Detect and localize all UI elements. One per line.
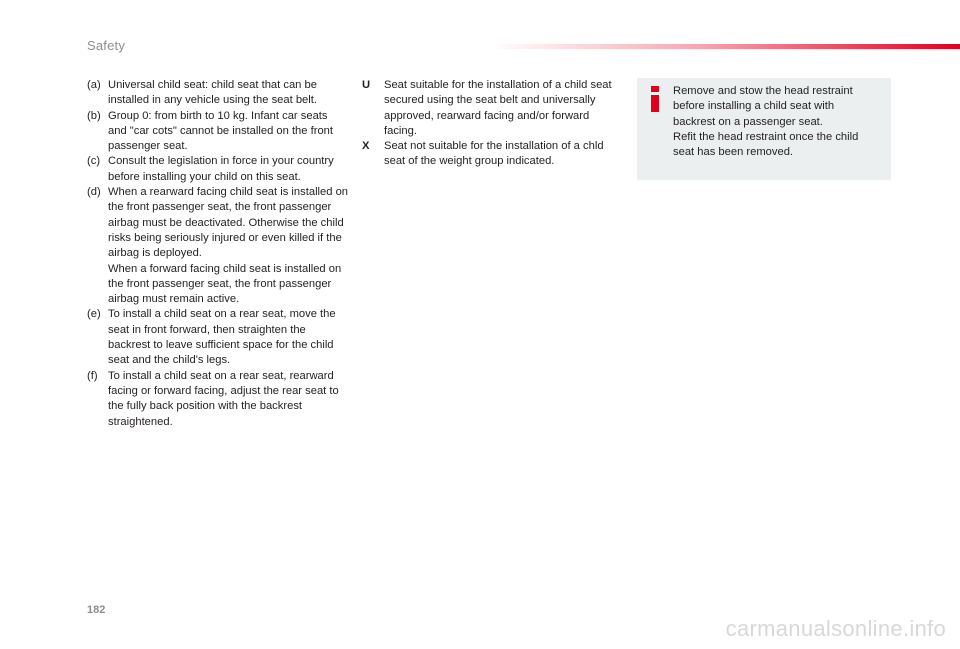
definition-item-x [362, 139, 620, 170]
note-text: Group 0: from birth to 10 kg. Infant car seats and "car cots" cannot be installed on the front passenger seat. [108, 109, 333, 153]
note-item-f [87, 369, 349, 430]
info-text-line: Remove and stow the head restraint before installing a child seat with backrest on a passenger seat. [673, 85, 853, 128]
note-text: To install a child seat on a rear seat, rearward facing or forward facing, adjust the rear seat to the fully back position with the backrest straightened. [108, 369, 339, 428]
note-item-b [87, 109, 349, 155]
note-text-continued: When a forward facing child seat is installed on the front passenger seat, the front passenger airbag must remain active. [108, 262, 342, 306]
definition-item-u [362, 78, 620, 139]
note-key: (e) [87, 308, 101, 321]
note-text: Universal child seat: child seat that can be installed in any vehicle using the seat belt. [108, 79, 317, 107]
info-text [673, 84, 878, 160]
note-key: (a) [87, 79, 101, 91]
note-text: Consult the legislation in force in your country before installing your child on this seat. [108, 155, 334, 183]
info-icon [650, 86, 660, 112]
definition-text: Seat suitable for the installation of a child seat secured using the seat belt and universally approved, rearward facing and/or forward facing. [384, 79, 612, 137]
note-key: (b) [87, 109, 101, 122]
section-title: Safety [87, 38, 126, 53]
header-accent-bar [490, 44, 960, 49]
info-text-line: Refit the head restraint once the child seat has been removed. [673, 130, 859, 159]
note-key: (c) [87, 155, 101, 168]
note-text: When a rearward facing child seat is installed on the front passenger seat, the front passenger airbag must be deactivated. Otherwise the child risks being seriously injured or even killed if the airbag is deployed. [108, 186, 349, 260]
note-item-d [87, 185, 349, 307]
note-item-a [87, 78, 349, 109]
definition-text: Seat not suitable for the installation of a chld seat of the weight group indicated. [384, 140, 604, 168]
definition-key: X [362, 140, 370, 153]
definition-key: U [362, 79, 371, 91]
note-text: To install a child seat on a rear seat, move the seat in front forward, then straighten the backrest to leave sufficient space for the child seat and the child's legs. [108, 308, 336, 367]
note-key: (d) [87, 186, 101, 199]
notes-list [87, 78, 349, 430]
note-item-c [87, 154, 349, 185]
page-number: 182 [87, 604, 106, 616]
info-box [637, 78, 891, 180]
note-text-group [108, 185, 349, 307]
definitions-list [362, 78, 620, 170]
note-key: (f) [87, 369, 98, 382]
note-item-e [87, 307, 349, 368]
watermark: carmanualsonline.info [725, 616, 946, 641]
